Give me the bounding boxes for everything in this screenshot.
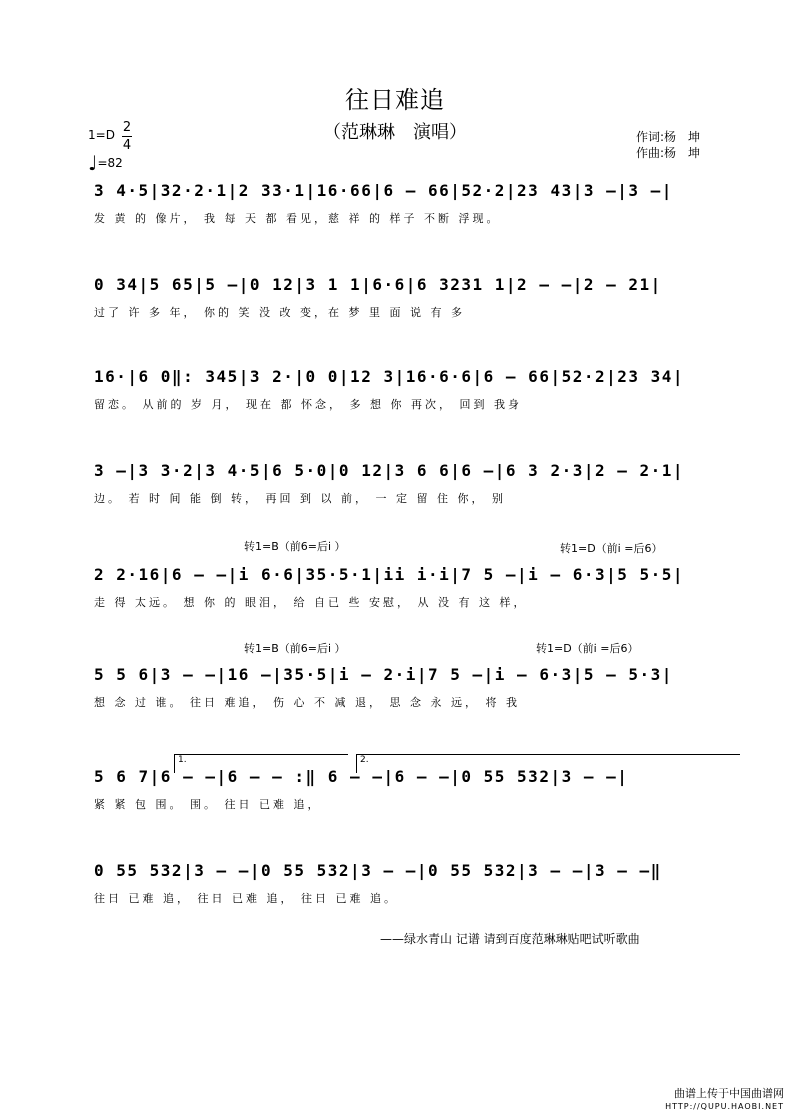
notation-line: 3 4·5|32·2·1|2 33·1|16·66|6 — 66|52·2|23 43|3 —|3 —| [94, 181, 673, 200]
key-signature: 1=D [88, 128, 115, 142]
meter-top: 2 [122, 120, 132, 135]
lyrics-line: 往日 已难 追， 往日 已难 追， 往日 已难 追。 [94, 892, 398, 905]
lyrics-line: 过了 许 多 年， 你的 笑 没 改 变，在 梦 里 面 说 有 多 [94, 306, 465, 319]
volta-bracket-first: 1. [174, 754, 348, 773]
score-system-5 [94, 560, 740, 620]
score-system-3 [94, 362, 740, 422]
lyrics-line: 紧 紧 包 围。 围。 往日 已难 追， [94, 798, 322, 811]
volta-bracket-second: 2. [356, 754, 740, 773]
score-system-7 [94, 762, 740, 822]
watermark-url: HTTP://QUPU.HAOBI.NET [665, 1102, 784, 1111]
lyrics-line: 想 念 过 谁。 往日 难追， 伤 心 不 减 退， 思 念 永 远， 将 我 [94, 696, 520, 709]
notation-line: 16·|6 0‖: 345|3 2·|0 0|12 3|16·6·6|6 — 66|52·2|23 34| [94, 367, 685, 386]
score-system-2 [94, 270, 740, 330]
lyrics-line: 留恋。 从前的 岁 月， 现在 都 怀念， 多 想 你 再次， 回到 我身 [94, 398, 522, 411]
notation-line: 3 —|3 3·2|3 4·5|6 5·0|0 12|3 6 6|6 —|6 3 2·3|2 — 2·1| [94, 461, 685, 480]
score-system-6 [94, 660, 740, 720]
lyrics-line: 边。 若 时 间 能 倒 转， 再回 到 以 前， 一 定 留 住 你， 别 [94, 492, 506, 505]
tempo-marking [88, 148, 123, 175]
key-change-marking: 转1=D（前i̇ =后6） [560, 542, 663, 555]
notation-line: 5 6 7|6 — —|6 — — :‖ 6 — —|6 — —|0 55 532|3 — —| [94, 767, 629, 786]
quarter-note-icon: ♩ [88, 151, 98, 175]
key-change-marking: 转1=B（前6=后i̇ ） [244, 540, 346, 553]
composer-credit: 作曲:杨 坤 [636, 146, 701, 160]
time-signature [122, 120, 132, 153]
transcriber-credit: ——绿水青山 记谱 请到百度范琳琳贴吧试听歌曲 [380, 932, 640, 946]
meter-divider [122, 136, 132, 137]
key-change-marking: 转1=B（前6=后i̇ ） [244, 642, 346, 655]
score-system-8 [94, 856, 740, 916]
lyrics-line: 走 得 太远。 想 你 的 眼泪， 给 自已 些 安慰， 从 没 有 这 样， [94, 596, 528, 609]
site-watermark [665, 1087, 784, 1113]
meter-bottom: 4 [122, 138, 132, 153]
notation-line: 0 34|5 65|5 —|0 12|3 1 1|6·6|6 3231 1|2 — —|2 — 21| [94, 275, 662, 294]
song-title: 往日难追 [345, 86, 445, 114]
lyrics-line: 发 黄 的 像片， 我 每 天 都 看见，慈 祥 的 样子 不断 浮现。 [94, 212, 501, 225]
notation-line: 2 2·16|6 — —|i 6·6|35·5·1|ii i·i|7 5 —|i — 6·3|5 5·5| [94, 565, 685, 584]
score-system-1 [94, 176, 740, 236]
notation-line: 0 55 532|3 — —|0 55 532|3 — —|0 55 532|3 — —|3 — —‖ [94, 861, 662, 880]
lyricist-credit: 作词:杨 坤 [636, 130, 701, 144]
watermark-text: 曲谱上传于中国曲谱网 [674, 1087, 784, 1100]
notation-line: 5 5 6|3 — —|16 —|35·5|i — 2·i|7 5 —|i — 6·3|5 — 5·3| [94, 665, 673, 684]
tempo-value: =82 [97, 156, 123, 170]
performer-subtitle: （范琳琳 演唱） [323, 122, 467, 143]
key-change-marking: 转1=D（前i̇ =后6） [536, 642, 639, 655]
score-system-4 [94, 456, 740, 516]
